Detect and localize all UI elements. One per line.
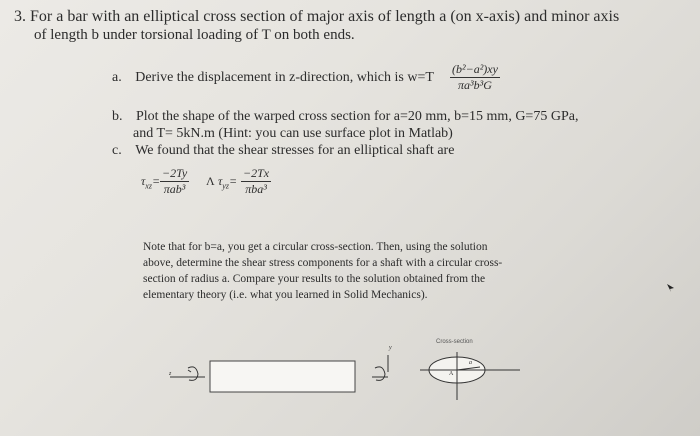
question-line-2: of length b under torsional loading of T on both ends. bbox=[34, 27, 355, 43]
cross-section-label: Cross-section bbox=[436, 339, 473, 345]
connector-symbol: Λ bbox=[206, 174, 215, 188]
displacement-denominator: πa³b³G bbox=[458, 78, 492, 92]
y-axis-label: y bbox=[389, 345, 392, 351]
part-c-text: We found that the shear stresses for an elliptical shaft are bbox=[135, 143, 455, 158]
tau-xz-denominator: πab³ bbox=[163, 182, 186, 196]
part-c-label: c. bbox=[112, 143, 122, 158]
right-torque-icon bbox=[372, 355, 388, 380]
left-torque-icon bbox=[170, 367, 205, 381]
note-line-1: Note that for b=a, you get a circular cross-section. Then, using the solution bbox=[143, 241, 488, 253]
tau-yz-symbol: $\tau_{yz}=$ bbox=[218, 174, 238, 191]
note-line-3: section of radius a. Compare your results to the solution obtained from the bbox=[143, 273, 486, 285]
tau-xz-numerator: −2Ty bbox=[162, 166, 188, 180]
a-dimension-label: a bbox=[469, 360, 472, 366]
question-line-1: 3. For a bar with an elliptical cross section of major axis of length a (on x-axis) and minor axis bbox=[14, 8, 620, 25]
part-a-text: Derive the displacement in z-direction, which is w=T bbox=[135, 70, 434, 85]
part-b-label: b. bbox=[112, 109, 123, 124]
part-b-line-2: and T= 5kN.m (Hint: you can use surface plot in Matlab) bbox=[133, 126, 453, 141]
cursor-icon bbox=[666, 283, 676, 293]
part-a-label: a. bbox=[112, 70, 122, 85]
point-a-label: A bbox=[449, 371, 454, 377]
bar-rectangle bbox=[210, 361, 355, 392]
part-b-text-1: Plot the shape of the warped cross section for a=20 mm, b=15 mm, G=75 GPa, bbox=[136, 109, 579, 124]
tau-yz-denominator: πba³ bbox=[245, 182, 267, 196]
tau-xz-symbol: $\tau_{xz}=$ bbox=[141, 174, 161, 191]
note-line-4: elementary theory (i.e. what you learned in Solid Mechanics). bbox=[143, 289, 428, 301]
note-line-2: above, determine the shear stress components for a shaft with a circular cross- bbox=[143, 257, 503, 269]
tau-yz-numerator: −2Tx bbox=[243, 166, 270, 180]
z-axis-label: z bbox=[169, 371, 172, 377]
displacement-numerator: (b²−a²)xy bbox=[452, 62, 498, 76]
